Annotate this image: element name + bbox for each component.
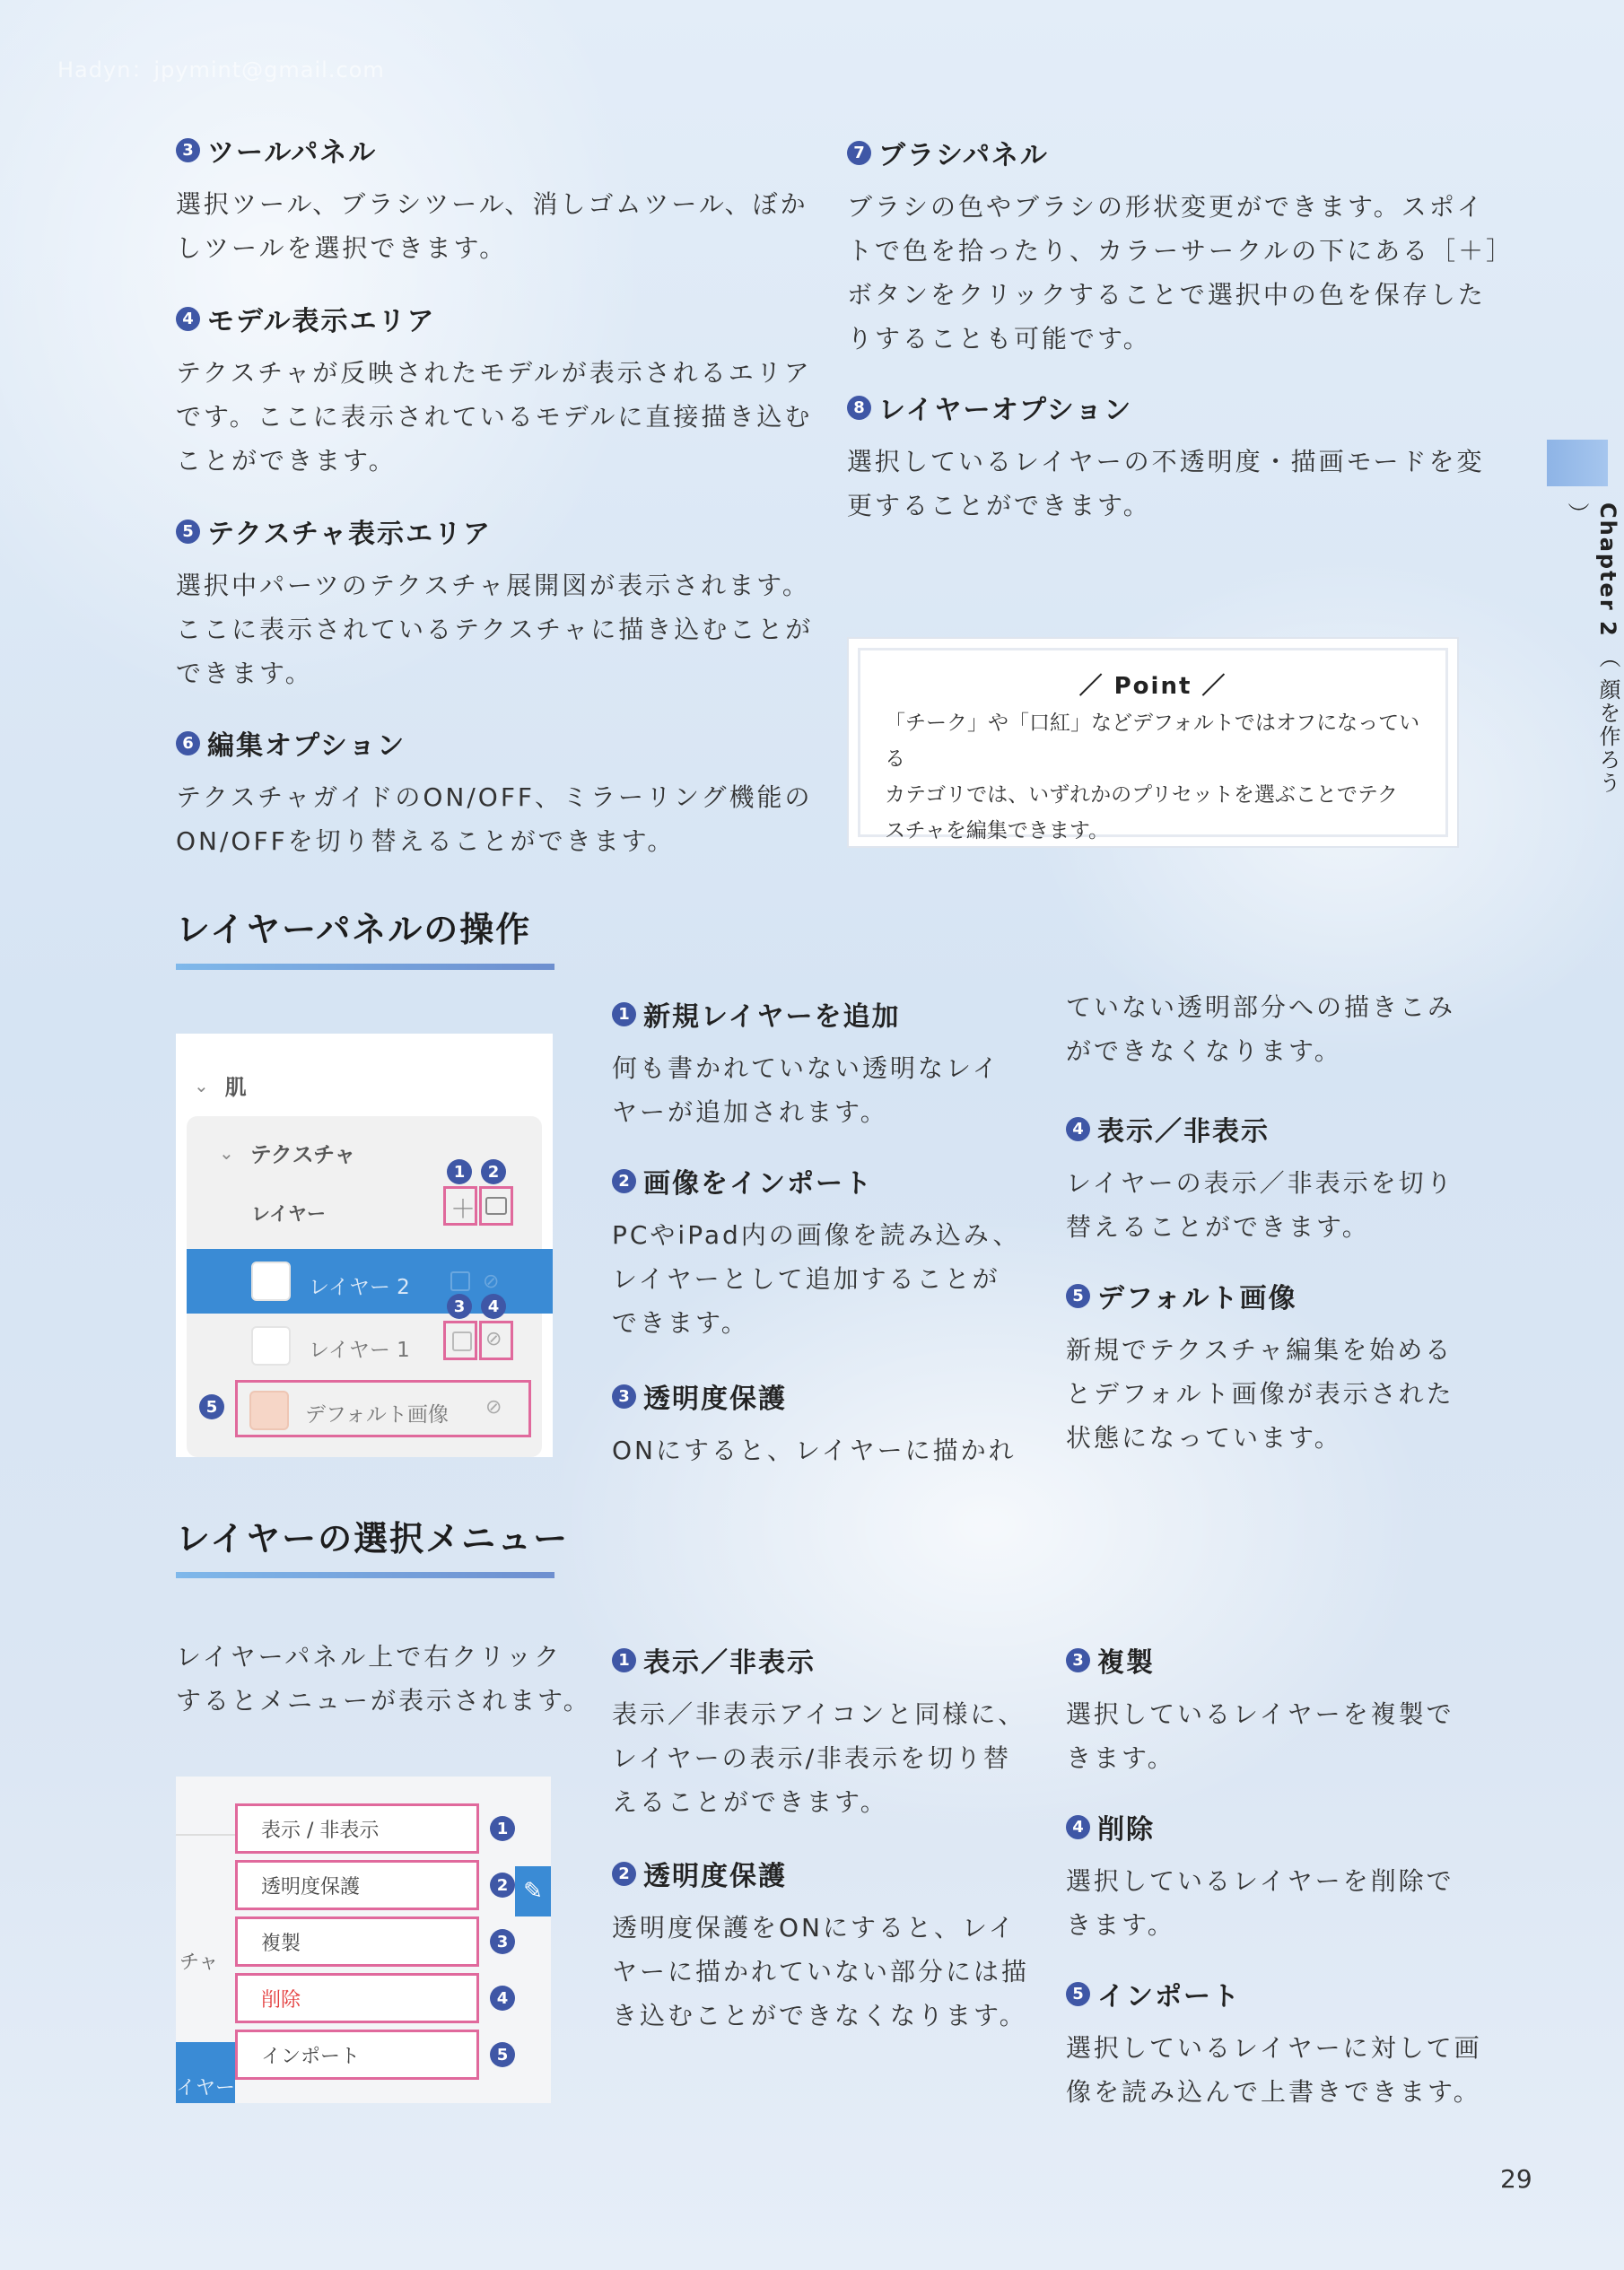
number-badge: 4 [490, 1986, 515, 2011]
group-label: 肌 [224, 1075, 247, 1100]
eye-off-icon: ⊘ [485, 1396, 502, 1419]
item-layer-options: 8 レイヤーオプション 選択しているレイヤーの不透明度・描画モードを変 更することができます。 [847, 388, 1484, 528]
number-badge: 3 [490, 1929, 515, 1954]
number-badge: 4 [1066, 1815, 1090, 1839]
s2-item-import: 5 インポート 選択しているレイヤーに対して画 像を読み込んで上書きできます。 [1066, 1981, 1482, 2107]
section-title-layer-menu: レイヤーの選択メニュー [176, 1519, 570, 1558]
item-texture-area: 5 テクスチャ表示エリア 選択中パーツのテクスチャ展開図が表示されます。 ここに表示されているテクスチャに描き込むことが できます。 [176, 511, 813, 695]
number-badge: 1 [612, 1648, 636, 1672]
number-badge: 5 [490, 2042, 515, 2067]
number-badge: 5 [199, 1394, 224, 1419]
number-badge: 8 [847, 396, 871, 420]
item-title: ツールパネル [207, 137, 378, 169]
number-badge: 5 [176, 519, 200, 544]
layer-name: デフォルト画像 [305, 1403, 449, 1427]
number-badge: 3 [447, 1294, 472, 1319]
edit-pencil-icon: ✎ [515, 1866, 551, 1916]
item-title: テクスチャ表示エリア [207, 519, 492, 550]
layer-panel-screenshot [176, 1034, 553, 1457]
s1-right-continuation: ていない透明部分への描きこみ ができなくなります。 [1066, 992, 1456, 1066]
s2-item-transparency-lock: 2 透明度保護 透明度保護をONにすると、レイ ヤーに描かれていない部分には描 き込むことができなくなります。 [612, 1861, 1030, 2030]
section-title-layer-panel: レイヤーパネルの操作 [176, 910, 532, 949]
lock-icon [452, 1331, 472, 1351]
item-model-area: 4 モデル表示エリア テクスチャが反映されたモデルが表示されるエリア です。ここに表示されているモデルに直接描き込む ことができます。 [176, 299, 812, 483]
number-badge: 5 [1066, 1284, 1090, 1308]
number-badge: 1 [447, 1159, 472, 1184]
subgroup-label: テクスチャ [249, 1142, 356, 1167]
chapter-label: Chapter 2 （ 顔を作ろう ） [1564, 502, 1620, 795]
item-brush-panel: 7 ブラシパネル ブラシの色やブラシの形状変更ができます。スポイ トで色を拾ったり、カラーサークルの下にある［＋］ ボタンをクリックすることで選択中の色を保存した りすることも可能です。 [847, 133, 1514, 361]
eye-off-icon: ⊘ [485, 1328, 502, 1350]
menu-item-transparency-lock: 透明度保護 [235, 1860, 479, 1910]
number-badge: 3 [1066, 1648, 1090, 1672]
section-underline [176, 1572, 554, 1578]
layer-header: レイヤー [251, 1203, 326, 1225]
number-badge: 1 [612, 1002, 636, 1026]
number-badge: 2 [481, 1159, 506, 1184]
point-box [847, 637, 1459, 848]
s1-item-import-image: 2 画像をインポート PCやiPad内の画像を読み込み、 レイヤーとして追加することが できます。 [612, 1168, 1021, 1338]
section-underline [176, 964, 554, 970]
number-badge: 7 [847, 141, 871, 165]
number-badge: 4 [481, 1294, 506, 1319]
number-badge: 4 [176, 307, 200, 331]
item-title: ブラシパネル [878, 140, 1049, 171]
number-badge: 2 [612, 1862, 636, 1886]
item-title: レイヤーオプション [878, 395, 1133, 426]
number-badge: 2 [490, 1873, 515, 1898]
s2-item-delete: 4 削除 選択しているレイヤーを削除で きます。 [1066, 1814, 1454, 1940]
layer-name: レイヤー 1 [309, 1339, 410, 1362]
import-image-icon [485, 1197, 507, 1215]
number-badge: 2 [612, 1169, 636, 1193]
s2-item-duplicate: 3 複製 選択しているレイヤーを複製で きます。 [1066, 1647, 1454, 1773]
s1-item-transparency-lock: 3 透明度保護 ONにすると、レイヤーに描かれ [612, 1384, 1017, 1465]
point-text: 「チーク」や「口紅」などデフォルトではオフになっている カテゴリでは、いずれかのプリセットを選ぶことでテク スチャを編集できます。 [885, 712, 1420, 843]
menu-item-show-hide: 表示 / 非表示 [235, 1803, 479, 1854]
item-title: 編集オプション [207, 730, 406, 762]
context-menu-screenshot: チャ イヤー ✎ 表示 / 非表示 透明度保護 複製 削除 インポート 1 2 3 4 5 [176, 1777, 551, 2103]
lock-icon [450, 1271, 470, 1291]
number-badge: 1 [490, 1816, 515, 1841]
chapter-tab [1547, 440, 1608, 486]
chevron-down-icon: ⌄ [219, 1141, 234, 1164]
menu-item-import: インポート [235, 2030, 479, 2080]
layer-name: レイヤー 2 [309, 1276, 410, 1299]
chevron-down-icon: ⌄ [194, 1074, 209, 1096]
item-edit-options: 6 編集オプション テクスチャガイドのON/OFF、ミラーリング機能の ON/OFFを切り替えることができます。 [176, 723, 812, 863]
item-title: モデル表示エリア [207, 306, 436, 337]
menu-item-duplicate: 複製 [235, 1916, 479, 1967]
menu-item-delete: 削除 [235, 1973, 479, 2023]
s2-item-show-hide: 1 表示／非表示 表示／非表示アイコンと同様に、 レイヤーの表示/非表示を切り替 えることができます。 [612, 1647, 1026, 1817]
number-badge: 3 [176, 138, 200, 162]
s1-item-show-hide: 4 表示／非表示 レイヤーの表示／非表示を切り 替えることができます。 [1066, 1116, 1454, 1242]
number-badge: 4 [1066, 1117, 1090, 1141]
item-tool-panel: 3 ツールパネル 選択ツール、ブラシツール、消しゴムツール、ぼか しツールを選択できます。 [176, 130, 808, 270]
number-badge: 5 [1066, 1982, 1090, 2006]
s1-item-default-image: 5 デフォルト画像 新規でテクスチャ編集を始める とデフォルト画像が表示された 状態になっています。 [1066, 1283, 1454, 1453]
number-badge: 6 [176, 731, 200, 755]
page-number: 29 [1500, 2164, 1532, 2194]
add-layer-icon: ＋ [450, 1194, 476, 1224]
point-title: ／ Point ／ [1078, 673, 1227, 700]
s1-item-add-layer: 1 新規レイヤーを追加 何も書かれていない透明なレイ ヤーが追加されます。 [612, 1001, 1000, 1127]
s2-intro: レイヤーパネル上で右クリック するとメニューが表示されます。 [176, 1642, 591, 1716]
eye-off-icon: ⊘ [483, 1270, 500, 1293]
number-badge: 3 [612, 1384, 636, 1409]
watermark: Hadyn：jpymint@gmail.com [57, 57, 385, 83]
